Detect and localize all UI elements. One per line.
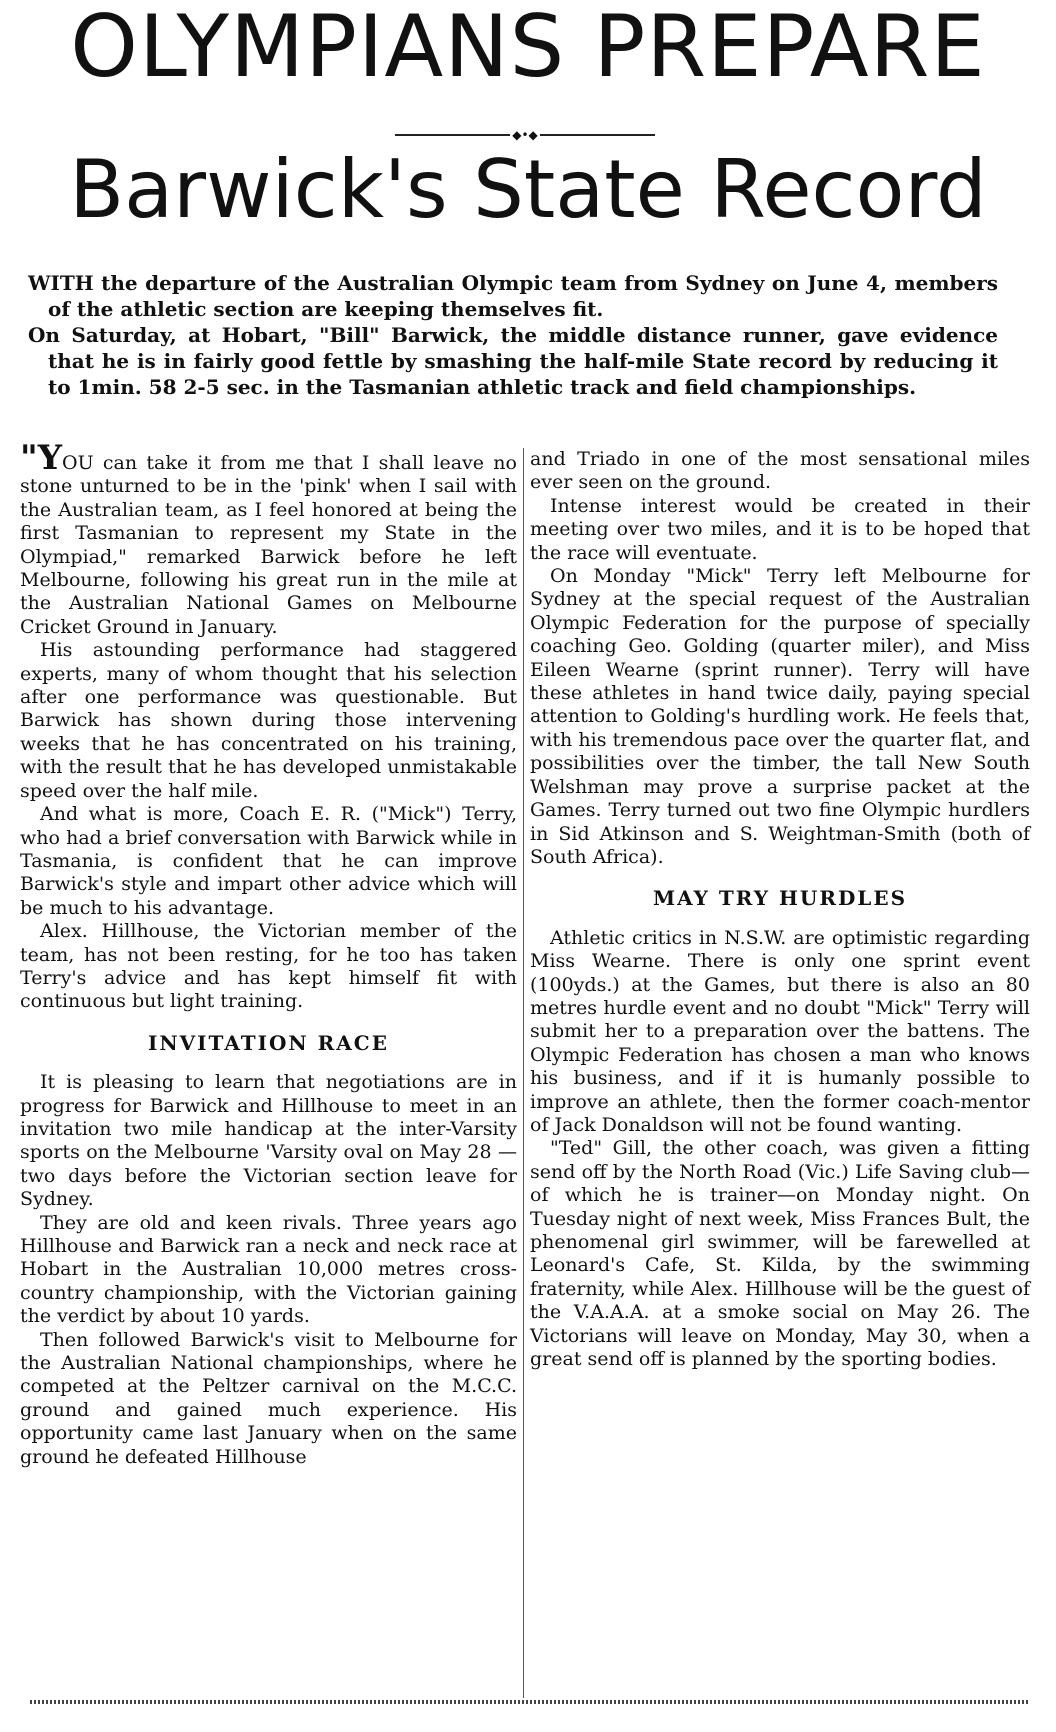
article-paragraph: Alex. Hillhouse, the Victorian member of the team, has not been resting, for he too has taken Terry's advice and has kept himself fit with continuous but light training. [20,920,517,1013]
right-column [530,448,1030,1371]
paragraph-text: OU can take it from me that I shall leave no stone unturned to be in the 'pink' when I sail with the Australian team, as I feel honored at being the first Tasmanian to represent my State in the Olympiad," remarked Barwick before he left Melbourne, following his great run in the mile at the Australian National Games on Melbourne Cricket Ground in January. [20,452,517,638]
article-paragraph: They are old and keen rivals. Three years ago Hillhouse and Barwick ran a neck and neck race at Hobart in the Australian 10,000 metres cross-country championship, with the Victorian gaining the verdict by about 10 yards. [20,1211,517,1328]
rule-line-right [540,134,655,136]
article-paragraph: It is pleasing to learn that negotiations are in progress for Barwick and Hillhouse to meet in an invitation two mile handicap at the inter-Varsity sports on the Melbourne 'Varsity oval on May 28 —two days before the Victorian section leave for Sydney. [20,1071,517,1211]
article-paragraph: On Monday "Mick" Terry left Melbourne for Sydney at the special request of the Australian Olympic Federation for the purpose of specially coaching Geo. Golding (quarter miler), and Miss Eileen Wearne (sprint runner). Terry will have these athletes in hand twice daily, paying special attention to Golding's hurdling work. He feels that, with his tremendous pace over the quarter flat, and possibilities over the timber, the tall New South Welshman may prove a surprise packet at the Games. Terry turned out two fine Olympic hurdlers in Sid Atkinson and S. Weightman-Smith (both of South Africa). [530,565,1030,868]
left-column [20,438,517,1469]
bottom-dotted-rule [30,1700,1030,1704]
section-subhead: MAY TRY HURDLES [652,886,908,911]
article-paragraph [20,438,517,639]
article-paragraph: Athletic critics in N.S.W. are optimistic regarding Miss Wearne. There is only one sprint event (100yds.) at the Games, but there is also an 80 metres hurdle event and no doubt "Mick" Terry will submit her to a preparation over the battens. The Olympic Federation has chosen a man who knows his business, and if it is humanly possible to improve an athlete, then the former coach-mentor of Jack Donaldson will not be found wanting. [530,926,1030,1136]
intro-paragraph: WITH the departure of the Australian Olympic team from Sydney on June 4, members of the athletic section are keeping themselves fit. [28,271,998,321]
article-paragraph: And what is more, Coach E. R. ("Mick") Terry, who had a brief conversation with Barwick while in Tasmania, is confident that he can improve Barwick's style and impart other advice which will be much to his advantage. [20,803,517,919]
intro-lede [28,270,998,400]
article-paragraph: and Triado in one of the most sensational miles ever seen on the ground. [530,448,1030,494]
headline: OLYMPIANS PREPARE [70,0,986,97]
dropcap: "Y [20,438,62,478]
column-divider [523,448,524,1698]
rule-ornament-icon: ◆•◆ [512,128,538,142]
article-paragraph: "Ted" Gill, the other coach, was given a fitting send off by the North Road (Vic.) Life Saving club—of which he is trainer—on Monday night. On Tuesday night of next week, Miss Frances Bult, the phenomenal girl swimmer, will be farewelled at Leonard's Cafe, St. Kilda, by the swimming fraternity, while Alex. Hillhouse will be the guest of the V.A.A.A. at a smoke social on May 26. The Victorians will leave on Monday, May 30, when a great send off is planned by the sporting bodies. [530,1137,1030,1371]
intro-paragraph: On Saturday, at Hobart, "Bill" Barwick, the middle distance runner, gave evidence that he is in fairly good fettle by smashing the half-mile State record by reducing it to 1min. 58 2-5 sec. in the Tasmanian athletic track and field championships. [28,323,998,399]
ornamental-rule [395,128,655,142]
subheadline: Barwick's State Record [69,143,987,236]
article-paragraph: His astounding performance had staggered experts, many of whom thought that his selection after one performance was questionable. But Barwick has shown during those intervening weeks that he has concentrated on his training, with the result that he has developed unmistakable speed over the half mile. [20,639,517,802]
article-paragraph: Then followed Barwick's visit to Melbourne for the Australian National championships, where he competed at the Peltzer carnival on the M.C.C. ground and gained much experience. His opportunity came last January when on the same ground he defeated Hillhouse [20,1328,517,1468]
rule-line-left [395,134,510,136]
section-subhead: INVITATION RACE [148,1030,389,1055]
article-paragraph: Intense interest would be created in their meeting over two miles, and it is to be hoped that the race will eventuate. [530,494,1030,564]
